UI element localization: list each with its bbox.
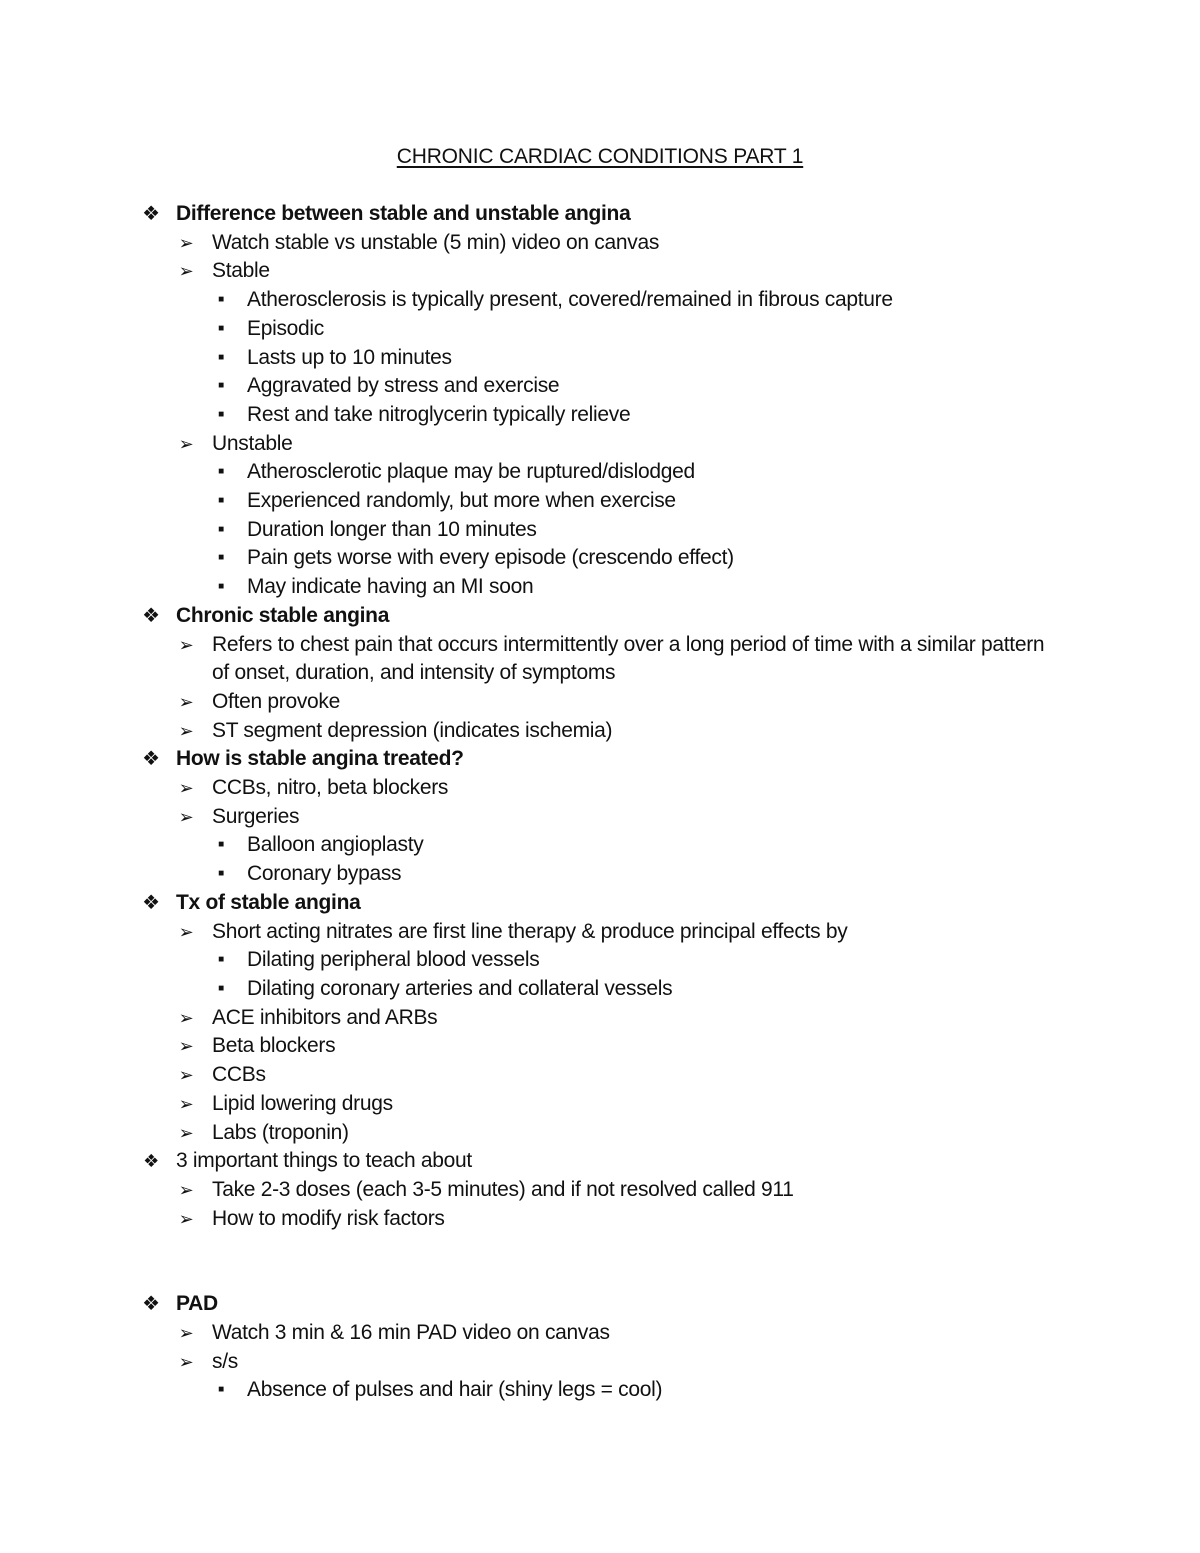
outline-item-text: Atherosclerosis is typically present, covered/remained in fibrous capture — [247, 288, 893, 312]
square-bullet-icon: ■ — [218, 380, 224, 392]
square-bullet-icon: ■ — [218, 322, 224, 334]
outline-item — [0, 975, 1200, 1004]
square-bullet-icon: ■ — [218, 1384, 224, 1396]
square-bullet-icon: ■ — [218, 294, 224, 306]
outline-item — [0, 918, 1200, 947]
outline-item-text: Balloon angioplasty — [247, 833, 424, 857]
outline-item — [0, 458, 1200, 487]
diamond-bullet-icon: ❖ — [142, 748, 160, 771]
outline-list — [0, 200, 1200, 1405]
outline-item — [0, 688, 1200, 717]
outline-item-text: May indicate having an MI soon — [247, 575, 534, 599]
arrow-bullet-icon: ➢ — [178, 921, 194, 942]
diamond-bullet-icon: ❖ — [142, 1293, 160, 1316]
outline-item-text: Rest and take nitroglycerin typically relieve — [247, 402, 631, 426]
outline-item — [0, 1032, 1200, 1061]
arrow-bullet-icon: ➢ — [178, 634, 194, 655]
outline-item — [0, 315, 1200, 344]
arrow-bullet-icon: ➢ — [178, 1122, 194, 1143]
arrow-bullet-icon: ➢ — [178, 232, 194, 253]
outline-item — [0, 1119, 1200, 1148]
outline-item — [0, 487, 1200, 516]
outline-item-text: Unstable — [212, 431, 293, 455]
diamond-outline-bullet-icon: ❖ — [143, 1151, 159, 1172]
outline-item-text: Stable — [212, 259, 270, 283]
outline-item — [0, 286, 1200, 315]
outline-heading — [0, 745, 1200, 774]
arrow-bullet-icon: ➢ — [178, 1007, 194, 1028]
outline-item-text: Short acting nitrates are first line therapy & produce principal effects by — [212, 919, 848, 943]
outline-item-text: ST segment depression (indicates ischemia) — [212, 718, 613, 742]
outline-item — [0, 1376, 1200, 1405]
outline-item — [0, 717, 1200, 746]
outline-item-text: Surgeries — [212, 804, 300, 828]
outline-item — [0, 257, 1200, 286]
outline-item — [0, 1348, 1200, 1377]
outline-heading — [0, 200, 1200, 229]
outline-heading — [0, 1290, 1200, 1319]
outline-item — [0, 372, 1200, 401]
diamond-bullet-icon: ❖ — [142, 604, 160, 627]
arrow-bullet-icon: ➢ — [178, 806, 194, 827]
outline-item-text: Lipid lowering drugs — [212, 1091, 393, 1115]
outline-item-text: ACE inhibitors and ARBs — [212, 1005, 438, 1029]
arrow-bullet-icon: ➢ — [178, 1208, 194, 1229]
outline-item — [0, 631, 1200, 688]
outline-heading — [0, 889, 1200, 918]
outline-item-text: s/s — [212, 1349, 238, 1373]
outline-item — [0, 229, 1200, 258]
outline-item-text: Refers to chest pain that occurs intermittently over a long period of time with a similar pattern of onset, duration, and intensity of symptoms — [212, 632, 1045, 685]
outline-heading — [0, 602, 1200, 631]
square-bullet-icon: ■ — [218, 351, 224, 363]
outline-heading — [0, 1147, 1200, 1176]
outline-item — [0, 774, 1200, 803]
arrow-bullet-icon: ➢ — [178, 1036, 194, 1057]
outline-item-text: Tx of stable angina — [176, 890, 361, 914]
section-spacer — [0, 1233, 1200, 1290]
arrow-bullet-icon: ➢ — [178, 1093, 194, 1114]
square-bullet-icon: ■ — [218, 523, 224, 535]
square-bullet-icon: ■ — [218, 495, 224, 507]
outline-item-text: Beta blockers — [212, 1034, 336, 1058]
arrow-bullet-icon: ➢ — [178, 1351, 194, 1372]
outline-item — [0, 401, 1200, 430]
arrow-bullet-icon: ➢ — [178, 691, 194, 712]
outline-item-text: Difference between stable and unstable angina — [176, 202, 631, 225]
outline-item — [0, 573, 1200, 602]
outline-item — [0, 1205, 1200, 1234]
square-bullet-icon: ■ — [218, 552, 224, 564]
arrow-bullet-icon: ➢ — [178, 261, 194, 282]
outline-item — [0, 946, 1200, 975]
outline-item — [0, 1319, 1200, 1348]
outline-item-text: Experienced randomly, but more when exercise — [247, 489, 676, 513]
outline-item-text: Often provoke — [212, 689, 341, 713]
outline-item-text: Watch stable vs unstable (5 min) video on canvas — [212, 230, 660, 254]
outline-item-text: Lasts up to 10 minutes — [247, 345, 452, 369]
square-bullet-icon: ■ — [218, 868, 224, 880]
arrow-bullet-icon: ➢ — [178, 1323, 194, 1344]
outline-item — [0, 1004, 1200, 1033]
outline-item — [0, 344, 1200, 373]
outline-item-text: Duration longer than 10 minutes — [247, 517, 537, 541]
outline-item-text: Aggravated by stress and exercise — [247, 374, 560, 398]
outline-item-text: Absence of pulses and hair (shiny legs = cool) — [247, 1378, 663, 1402]
outline-item — [0, 544, 1200, 573]
outline-item — [0, 1090, 1200, 1119]
outline-item — [0, 430, 1200, 459]
square-bullet-icon: ■ — [218, 839, 224, 851]
outline-item-text: CCBs — [212, 1063, 266, 1087]
outline-item-text: Coronary bypass — [247, 862, 402, 886]
outline-item-text: CCBs, nitro, beta blockers — [212, 776, 449, 800]
arrow-bullet-icon: ➢ — [178, 1065, 194, 1086]
outline-item — [0, 1061, 1200, 1090]
outline-item-text: Pain gets worse with every episode (crescendo effect) — [247, 546, 734, 570]
outline-item-text: Dilating coronary arteries and collateral vessels — [247, 976, 673, 1000]
outline-item — [0, 1176, 1200, 1205]
outline-item-text: 3 important things to teach about — [176, 1149, 472, 1173]
outline-item-text: How is stable angina treated? — [176, 747, 464, 771]
outline-item — [0, 860, 1200, 889]
outline-item-text: Watch 3 min & 16 min PAD video on canvas — [212, 1321, 610, 1345]
arrow-bullet-icon: ➢ — [178, 433, 194, 454]
outline-item-text: Take 2-3 doses (each 3-5 minutes) and if not resolved called 911 — [212, 1177, 794, 1201]
page-title: CHRONIC CARDIAC CONDITIONS PART 1 — [396, 145, 804, 168]
outline-item — [0, 516, 1200, 545]
diamond-bullet-icon: ❖ — [142, 891, 160, 914]
square-bullet-icon: ■ — [218, 408, 224, 420]
square-bullet-icon: ■ — [218, 581, 224, 593]
square-bullet-icon: ■ — [218, 954, 224, 966]
square-bullet-icon: ■ — [218, 982, 224, 994]
outline-item-text: How to modify risk factors — [212, 1206, 445, 1230]
outline-item-text: Atherosclerotic plaque may be ruptured/dislodged — [247, 460, 695, 484]
square-bullet-icon: ■ — [218, 466, 224, 478]
diamond-bullet-icon: ❖ — [142, 203, 160, 225]
arrow-bullet-icon: ➢ — [178, 1179, 194, 1200]
outline-item — [0, 803, 1200, 832]
outline-item — [0, 831, 1200, 860]
outline-item-text: Episodic — [247, 316, 324, 340]
outline-item-text: PAD — [176, 1292, 218, 1316]
arrow-bullet-icon: ➢ — [178, 778, 194, 799]
outline-item-text: Chronic stable angina — [176, 603, 390, 627]
outline-item-text: Dilating peripheral blood vessels — [247, 948, 540, 972]
arrow-bullet-icon: ➢ — [178, 720, 194, 741]
outline-item-text: Labs (troponin) — [212, 1120, 349, 1144]
